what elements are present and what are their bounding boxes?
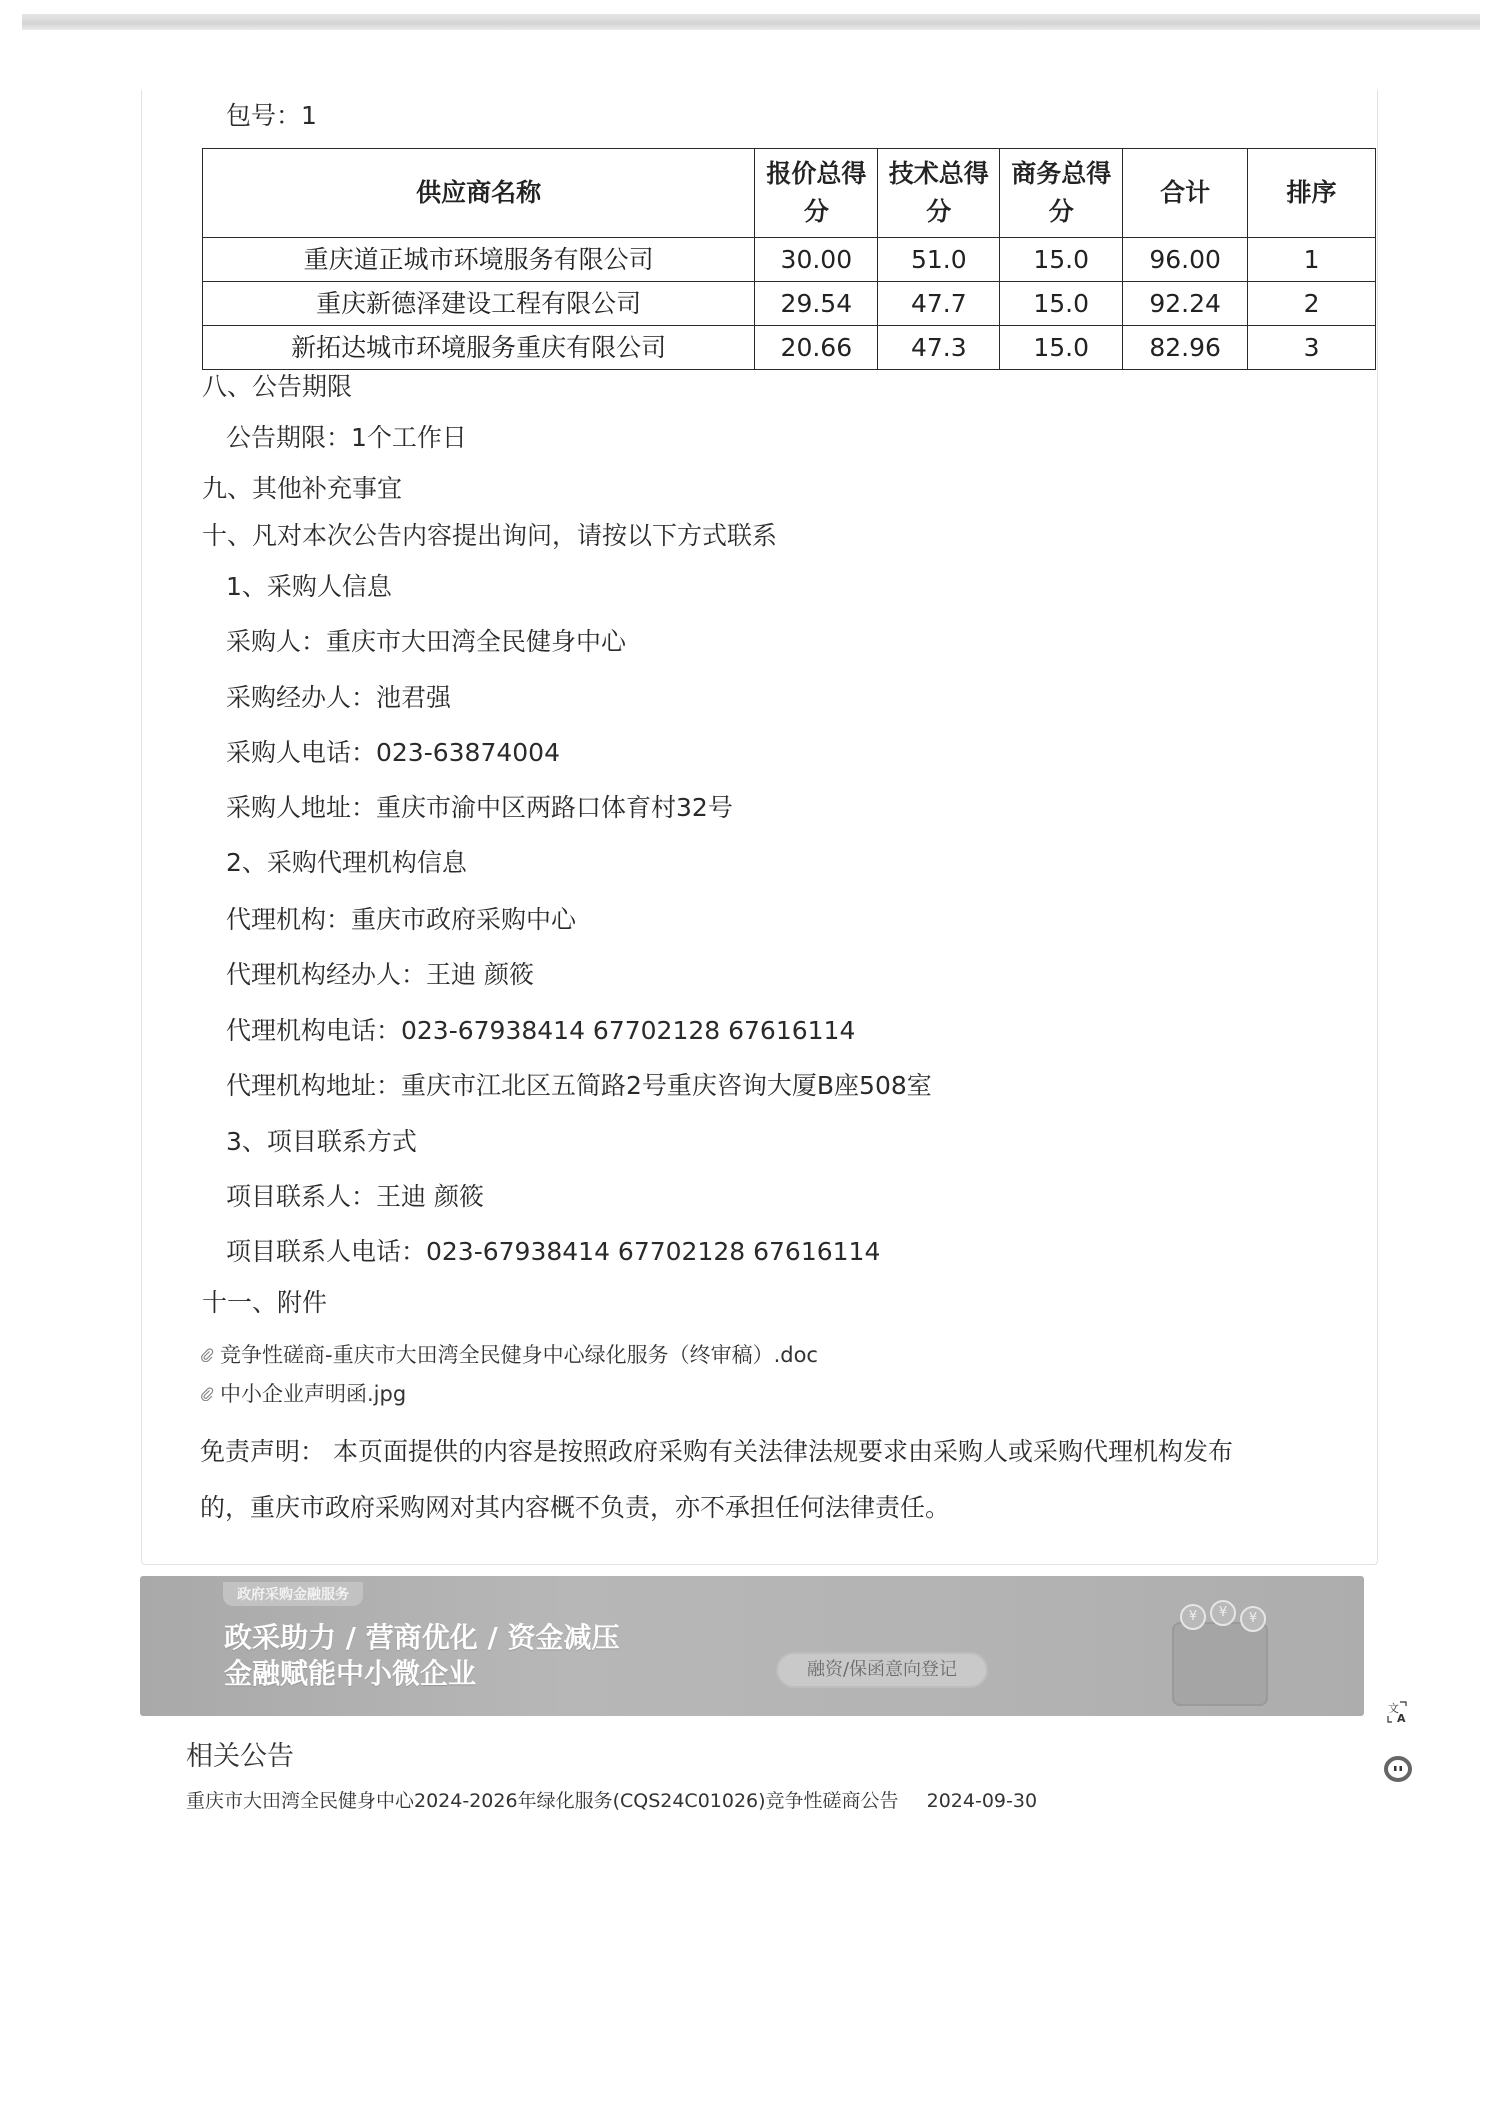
table-row xyxy=(203,282,1376,326)
announcement-period: 公告期限：1个工作日 xyxy=(226,423,467,452)
purchaser-name: 采购人：重庆市大田湾全民健身中心 xyxy=(226,627,627,656)
total-score: 96.00 xyxy=(1123,238,1248,282)
price-score: 30.00 xyxy=(755,238,878,282)
rank: 2 xyxy=(1248,282,1376,326)
total-score: 92.24 xyxy=(1123,282,1248,326)
purchaser-agent: 采购经办人：池君强 xyxy=(226,683,452,712)
translate-icon[interactable] xyxy=(1384,1698,1412,1726)
paperclip-icon xyxy=(200,1348,214,1362)
tech-score: 47.3 xyxy=(878,326,1000,370)
col-header-total: 合计 xyxy=(1123,149,1248,238)
project-contact-title: 3、项目联系方式 xyxy=(226,1127,417,1156)
page-top-bar xyxy=(22,14,1480,30)
related-announcements-title: 相关公告 xyxy=(186,1741,294,1772)
rank: 1 xyxy=(1248,238,1376,282)
financing-registration-button[interactable]: 融资/保函意向登记 xyxy=(776,1652,988,1688)
tech-score: 47.7 xyxy=(878,282,1000,326)
col-header-rank: 排序 xyxy=(1248,149,1376,238)
col-header-business-score: 商务总得分 xyxy=(1000,149,1123,238)
attachment-name: 中小企业声明函.jpg xyxy=(220,1382,407,1406)
disclaimer-line-1: 免责声明： 本页面提供的内容是按照政府采购有关法律法规要求由采购人或采购代理机构发布 xyxy=(200,1437,1233,1466)
related-announcement-item[interactable] xyxy=(186,1788,1037,1814)
svg-text:文: 文 xyxy=(1388,1702,1399,1715)
table-row xyxy=(203,238,1376,282)
score-table xyxy=(202,148,1376,370)
banner-headline xyxy=(224,1620,619,1692)
price-score: 20.66 xyxy=(755,326,878,370)
section-10-title: 十、凡对本次公告内容提出询问，请按以下方式联系 xyxy=(202,521,778,550)
table-header-row xyxy=(203,149,1376,238)
related-announcement-date: 2024-09-30 xyxy=(926,1790,1038,1812)
tech-score: 51.0 xyxy=(878,238,1000,282)
col-header-price-score: 报价总得分 xyxy=(755,149,878,238)
col-header-supplier: 供应商名称 xyxy=(203,149,755,238)
total-score: 82.96 xyxy=(1123,326,1248,370)
business-score: 15.0 xyxy=(1000,326,1123,370)
attachment-name: 竞争性磋商-重庆市大田湾全民健身中心绿化服务（终审稿）.doc xyxy=(220,1343,818,1367)
section-8-title: 八、公告期限 xyxy=(202,372,353,401)
svg-text:A: A xyxy=(1397,1712,1406,1724)
section-9-title: 九、其他补充事宜 xyxy=(202,474,403,503)
table-row xyxy=(203,326,1376,370)
attachment-link[interactable] xyxy=(200,1341,818,1369)
related-announcement-link[interactable]: 重庆市大田湾全民健身中心2024-2026年绿化服务(CQS24C01026)竞争性磋商公告 xyxy=(186,1790,899,1812)
supplier-name: 新拓达城市环境服务重庆有限公司 xyxy=(203,326,755,370)
col-header-tech-score: 技术总得分 xyxy=(878,149,1000,238)
agency-phone: 代理机构电话：023-67938414 67702128 67616114 xyxy=(226,1016,856,1045)
coin-icon: ¥ xyxy=(1180,1604,1206,1630)
purchaser-info-title: 1、采购人信息 xyxy=(226,572,392,601)
supplier-name: 重庆新德泽建设工程有限公司 xyxy=(203,282,755,326)
attachment-link[interactable] xyxy=(200,1380,406,1408)
banner-tag: 政府采购金融服务 xyxy=(223,1582,363,1606)
paperclip-icon xyxy=(200,1387,214,1401)
agency-info-title: 2、采购代理机构信息 xyxy=(226,848,467,877)
purchaser-address: 采购人地址：重庆市渝中区两路口体育村32号 xyxy=(226,793,733,822)
agency-agent: 代理机构经办人：王迪 颜筱 xyxy=(226,960,534,989)
assistant-robot-icon[interactable] xyxy=(1384,1755,1412,1783)
coin-icon: ¥ xyxy=(1210,1600,1236,1626)
banner-headline-line-2: 金融赋能中小微企业 xyxy=(224,1657,477,1690)
coin-icon: ¥ xyxy=(1240,1606,1266,1632)
disclaimer-line-2: 的，重庆市政府采购网对其内容概不负责，亦不承担任何法律责任。 xyxy=(200,1493,951,1522)
rank: 3 xyxy=(1248,326,1376,370)
business-score: 15.0 xyxy=(1000,238,1123,282)
banner-headline-line-1: 政采助力 / 营商优化 / 资金减压 xyxy=(224,1621,620,1654)
wallet-illustration-icon xyxy=(1172,1622,1268,1706)
purchaser-phone: 采购人电话：023-63874004 xyxy=(226,738,560,767)
supplier-name: 重庆道正城市环境服务有限公司 xyxy=(203,238,755,282)
project-contact-phone: 项目联系人电话：023-67938414 67702128 67616114 xyxy=(226,1237,881,1266)
finance-service-banner[interactable] xyxy=(140,1576,1364,1716)
package-number: 包号：1 xyxy=(226,101,317,130)
agency-address: 代理机构地址：重庆市江北区五简路2号重庆咨询大厦B座508室 xyxy=(226,1071,932,1100)
agency-name: 代理机构：重庆市政府采购中心 xyxy=(226,905,577,934)
business-score: 15.0 xyxy=(1000,282,1123,326)
price-score: 29.54 xyxy=(755,282,878,326)
project-contact: 项目联系人：王迪 颜筱 xyxy=(226,1182,484,1211)
section-11-title: 十一、附件 xyxy=(202,1288,328,1317)
